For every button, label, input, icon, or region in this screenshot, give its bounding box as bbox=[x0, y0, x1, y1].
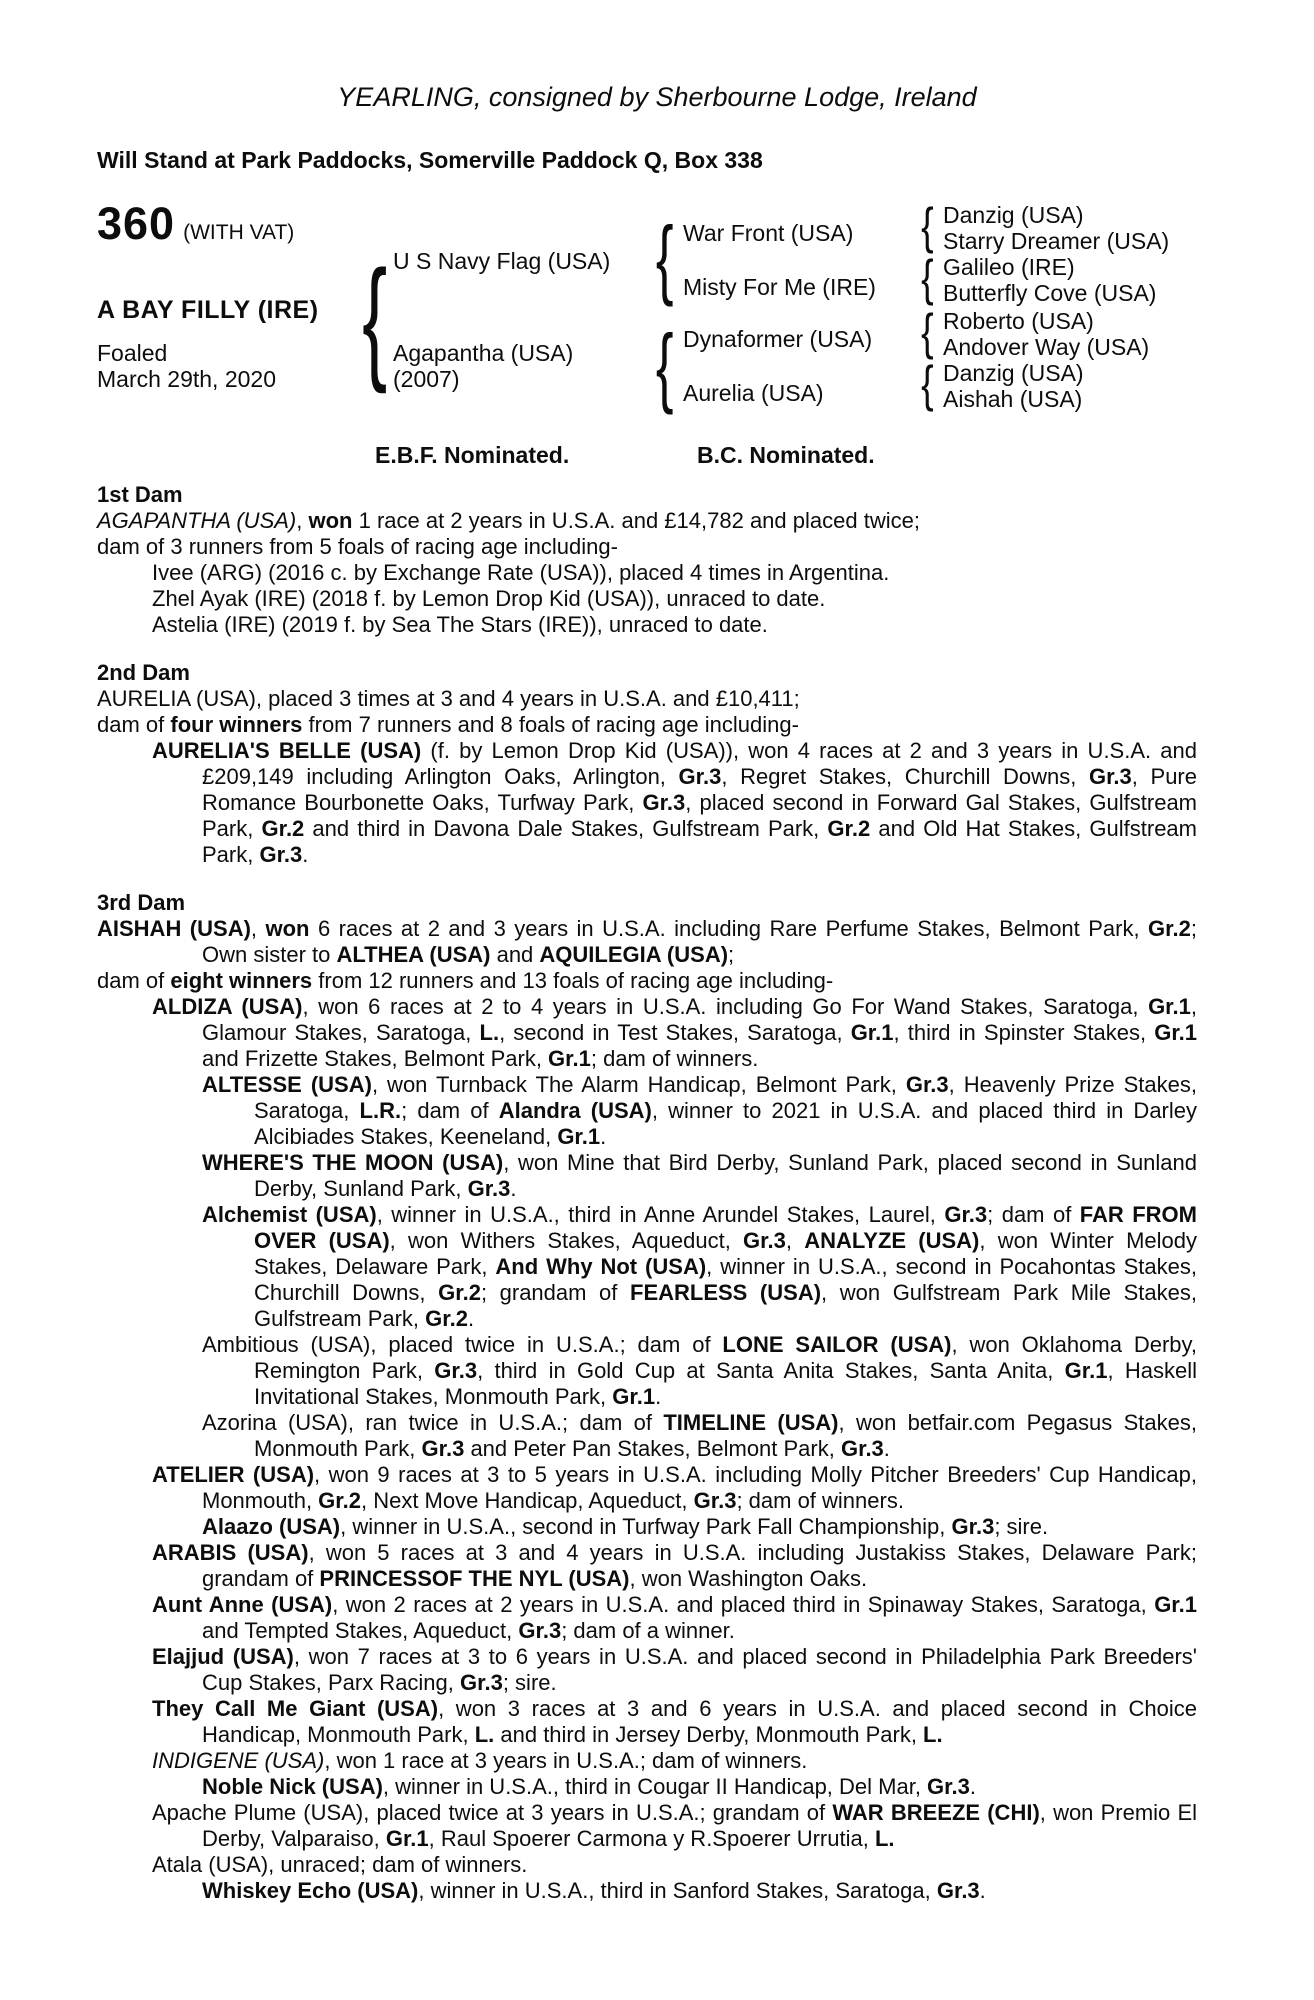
text-run: from 12 runners and 13 foals of racing age including- bbox=[312, 968, 834, 993]
text-run: , Pure Romance Bourbonette Oaks, Turfway Park, bbox=[202, 764, 1197, 815]
text-run: ; bbox=[728, 942, 735, 967]
text-run: Gr.3 bbox=[518, 1618, 562, 1643]
text-run: WHERE'S THE MOON (USA) bbox=[202, 1150, 504, 1175]
text-run: , third in Spinster Stakes, bbox=[893, 1020, 1155, 1045]
text-run: Gr.3 bbox=[421, 1436, 465, 1461]
granddam-name: Misty For Me (IRE) bbox=[683, 274, 876, 300]
pedigree-paragraph bbox=[97, 712, 1197, 738]
pedigree-brace-ggp bbox=[915, 356, 939, 412]
text-run: Elajjud (USA) bbox=[152, 1644, 294, 1669]
text-run: L. bbox=[474, 1722, 495, 1747]
text-run: . bbox=[600, 1124, 607, 1149]
text-run: , won 2 races at 2 years in U.S.A. and placed third in Spinaway Stakes, Saratoga, bbox=[332, 1592, 1155, 1617]
pedigree-paragraph bbox=[97, 1410, 1197, 1462]
text-run: ; Own sister to bbox=[202, 916, 1197, 967]
text-run: won bbox=[265, 916, 310, 941]
text-run: Atala (USA), unraced; dam of winners. bbox=[152, 1852, 528, 1877]
pedigree-paragraph bbox=[97, 1462, 1197, 1514]
text-run: And Why Not (USA) bbox=[495, 1254, 707, 1279]
pedigree-paragraph bbox=[97, 1540, 1197, 1592]
text-run: Aunt Anne (USA) bbox=[152, 1592, 333, 1617]
text-run: and Peter Pan Stakes, Belmont Park, bbox=[464, 1436, 841, 1461]
text-run: AURELIA'S BELLE (USA) bbox=[152, 738, 422, 763]
text-run: , won 9 races at 3 to 5 years in U.S.A. including Molly Pitcher Breeders' Cup Handicap, Monmouth, bbox=[202, 1462, 1197, 1513]
text-run: , winner in U.S.A., second in Pocahontas Stakes, Churchill Downs, bbox=[254, 1254, 1197, 1305]
text-run: Gr.3 bbox=[434, 1358, 478, 1383]
pedigree-paragraph bbox=[97, 1202, 1197, 1332]
text-run: They Call Me Giant (USA) bbox=[152, 1696, 439, 1721]
great-grandsire-name: Danzig (USA) bbox=[943, 202, 1084, 228]
pedigree-paragraph bbox=[97, 534, 1197, 560]
text-run: ; sire. bbox=[994, 1514, 1049, 1539]
pedigree-paragraph bbox=[97, 1150, 1197, 1202]
text-run: . bbox=[969, 1774, 976, 1799]
text-run: PRINCESSOF THE NYL (USA) bbox=[319, 1566, 630, 1591]
dam-year: (2007) bbox=[393, 366, 460, 392]
bc-nomination: B.C. Nominated. bbox=[697, 442, 875, 468]
text-run: Zhel Ayak (IRE) (2018 f. by Lemon Drop Kid (USA)), unraced to date. bbox=[152, 586, 826, 611]
lot-line bbox=[97, 198, 294, 250]
text-run: , Heavenly Prize Stakes, Saratoga, bbox=[254, 1072, 1197, 1123]
text-run: Azorina (USA), ran twice in U.S.A.; dam of bbox=[202, 1410, 664, 1435]
pedigree-paragraph bbox=[97, 560, 1197, 586]
text-run: Gr.3 bbox=[678, 764, 722, 789]
text-run: four winners bbox=[170, 712, 303, 737]
text-run: Gr.1 bbox=[385, 1826, 429, 1851]
text-run: ; dam of bbox=[987, 1202, 1080, 1227]
pedigree-paragraph bbox=[97, 968, 1197, 994]
text-run: Gr.3 bbox=[467, 1176, 511, 1201]
text-run: , won 5 races at 3 and 4 years in U.S.A. including Justakiss Stakes, Delaware Park; grandam of bbox=[202, 1540, 1197, 1591]
pedigree-paragraph bbox=[97, 1800, 1197, 1852]
text-run: L.R. bbox=[359, 1098, 402, 1123]
text-run: L. bbox=[874, 1826, 895, 1851]
text-run: ARABIS (USA) bbox=[152, 1540, 309, 1565]
text-run: Gr.2 bbox=[318, 1488, 361, 1513]
text-run: Gr.1 bbox=[1154, 1020, 1198, 1045]
pedigree-brace-dam bbox=[651, 318, 679, 414]
pedigree-paragraph bbox=[97, 738, 1197, 868]
text-run: . bbox=[302, 842, 309, 867]
granddam-name: Aurelia (USA) bbox=[683, 380, 824, 406]
text-run: 1 race at 2 years in U.S.A. and £14,782 and placed twice; bbox=[352, 508, 920, 533]
text-run: ANALYZE (USA) bbox=[804, 1228, 980, 1253]
text-run: won bbox=[308, 508, 353, 533]
dam-section bbox=[97, 660, 1197, 868]
text-run: , won Premio El Derby, Valparaiso, bbox=[202, 1800, 1198, 1851]
text-run: , winner in U.S.A., third in Sanford Stakes, Saratoga, bbox=[418, 1878, 937, 1903]
text-run: Gr.1 bbox=[1064, 1358, 1108, 1383]
pedigree-brace-ggp bbox=[915, 198, 939, 254]
text-run: . bbox=[979, 1878, 986, 1903]
text-run: , winner in U.S.A., third in Cougar II Handicap, Del Mar, bbox=[382, 1774, 928, 1799]
text-run: , Regret Stakes, Churchill Downs, bbox=[721, 764, 1089, 789]
text-run: ; dam of bbox=[401, 1098, 499, 1123]
text-run: L. bbox=[923, 1722, 943, 1747]
text-run: Alaazo (USA) bbox=[202, 1514, 341, 1539]
dam-section-heading: 3rd Dam bbox=[97, 890, 186, 915]
text-run: ALTESSE (USA) bbox=[202, 1072, 372, 1097]
text-run: LONE SAILOR (USA) bbox=[722, 1332, 952, 1357]
text-run: , winner to 2021 in U.S.A. and placed third in Darley Alcibiades Stakes, Keeneland, bbox=[254, 1098, 1198, 1149]
pedigree-paragraph bbox=[97, 1332, 1197, 1410]
pedigree-paragraph bbox=[97, 1878, 1197, 1904]
text-run: Whiskey Echo (USA) bbox=[202, 1878, 419, 1903]
foaled-date: March 29th, 2020 bbox=[97, 366, 277, 392]
pedigree-brace-main bbox=[357, 244, 393, 392]
text-run: Gr.3 bbox=[259, 842, 303, 867]
pedigree-paragraph bbox=[97, 1774, 1197, 1800]
pedigree-paragraph bbox=[97, 1696, 1197, 1748]
great-granddam-name: Butterfly Cove (USA) bbox=[943, 280, 1157, 306]
text-run: Gr.3 bbox=[1088, 764, 1132, 789]
ebf-nomination: E.B.F. Nominated. bbox=[375, 442, 570, 468]
text-run: Gr.3 bbox=[951, 1514, 995, 1539]
pedigree-paragraph bbox=[97, 1072, 1197, 1150]
text-run: , Next Move Handicap, Aqueduct, bbox=[360, 1488, 694, 1513]
pedigree-paragraph bbox=[97, 994, 1197, 1072]
text-run: eight winners bbox=[170, 968, 313, 993]
pedigree-paragraph bbox=[97, 586, 1197, 612]
dam-sections bbox=[97, 482, 1197, 1904]
text-run: AQUILEGIA (USA) bbox=[539, 942, 729, 967]
pedigree-paragraph bbox=[97, 508, 1197, 534]
text-run: Gr.1 bbox=[612, 1384, 656, 1409]
pedigree-table bbox=[97, 190, 1237, 482]
text-run: AISHAH (USA) bbox=[97, 916, 251, 941]
text-run: , second in Test Stakes, Saratoga, bbox=[499, 1020, 851, 1045]
text-run: Alandra (USA) bbox=[498, 1098, 652, 1123]
text-run: Ambitious (USA), placed twice in U.S.A.; dam of bbox=[202, 1332, 723, 1357]
pedigree-brace-sire bbox=[651, 210, 679, 306]
text-run: , won 3 races at 3 and 6 years in U.S.A. and placed second in Choice Handicap, Monmouth Park, bbox=[202, 1696, 1197, 1747]
text-run: ; dam of a winner. bbox=[561, 1618, 735, 1643]
text-run: Gr.1 bbox=[850, 1020, 894, 1045]
dam-name: Agapantha (USA) bbox=[393, 340, 574, 366]
dam-section-heading: 1st Dam bbox=[97, 482, 183, 507]
text-run: 6 races at 2 and 3 years in U.S.A. including Rare Perfume Stakes, Belmont Park, bbox=[309, 916, 1149, 941]
text-run: ALDIZA (USA) bbox=[152, 994, 303, 1019]
text-run: FEARLESS (USA) bbox=[630, 1280, 822, 1305]
text-run: FAR FROM OVER (USA) bbox=[254, 1202, 1197, 1253]
text-run: Gr.1 bbox=[557, 1124, 601, 1149]
text-run: ALTHEA (USA) bbox=[336, 942, 491, 967]
text-run: ; sire. bbox=[502, 1670, 557, 1695]
pedigree-paragraph bbox=[97, 686, 1197, 712]
pedigree-paragraph bbox=[97, 612, 1197, 638]
text-run: , bbox=[296, 508, 309, 533]
text-run: , won Washington Oaks. bbox=[629, 1566, 868, 1591]
text-run: and Frizette Stakes, Belmont Park, bbox=[202, 1046, 549, 1071]
text-run: , winner in U.S.A., third in Anne Arundel Stakes, Laurel, bbox=[376, 1202, 945, 1227]
text-run: from 7 runners and 8 foals of racing age including- bbox=[302, 712, 799, 737]
grandsire-name: War Front (USA) bbox=[683, 220, 854, 246]
text-run: Apache Plume (USA), placed twice at 3 years in U.S.A.; grandam of bbox=[152, 1800, 833, 1825]
text-run: Astelia (IRE) (2019 f. by Sea The Stars (IRE)), unraced to date. bbox=[152, 612, 768, 637]
text-run: , bbox=[785, 1228, 805, 1253]
text-run: , won Gulfstream Park Mile Stakes, Gulfstream Park, bbox=[254, 1280, 1197, 1331]
text-run: ; dam of winners. bbox=[736, 1488, 904, 1513]
text-run: and Old Hat Stakes, Gulfstream Park, bbox=[202, 816, 1197, 867]
text-run: TIMELINE (USA) bbox=[663, 1410, 839, 1435]
text-run: , Glamour Stakes, Saratoga, bbox=[202, 994, 1197, 1045]
text-run: , won Turnback The Alarm Handicap, Belmont Park, bbox=[371, 1072, 906, 1097]
text-run: WAR BREEZE (CHI) bbox=[832, 1800, 1040, 1825]
text-run: , won Withers Stakes, Aqueduct, bbox=[389, 1228, 744, 1253]
lot-number: 360 bbox=[97, 198, 176, 249]
text-run: , won 1 race at 3 years in U.S.A.; dam of winners. bbox=[324, 1748, 808, 1773]
dam-section bbox=[97, 890, 1197, 1904]
text-run: Gr.3 bbox=[642, 790, 686, 815]
text-run: Gr.3 bbox=[944, 1202, 988, 1227]
text-run: ; grandam of bbox=[480, 1280, 630, 1305]
dam-section bbox=[97, 482, 1197, 638]
text-run: . bbox=[883, 1436, 890, 1461]
text-run: AGAPANTHA (USA) bbox=[97, 508, 297, 533]
text-run: Gr.2 bbox=[425, 1306, 468, 1331]
text-run: Gr.1 bbox=[1148, 994, 1191, 1019]
text-run: and bbox=[490, 942, 540, 967]
text-run: , Haskell Invitational Stakes, Monmouth Park, bbox=[254, 1358, 1198, 1409]
text-run: . bbox=[655, 1384, 662, 1409]
text-run: (f. by Lemon Drop Kid (USA)), won 4 races at 2 and 3 years in U.S.A. and £209,149 including Arlington Oaks, Arlington, bbox=[202, 738, 1197, 789]
pedigree-paragraph bbox=[97, 916, 1197, 968]
text-run: , Raul Spoerer Carmona y R.Spoerer Urrutia, bbox=[428, 1826, 875, 1851]
text-run: Alchemist (USA) bbox=[202, 1202, 377, 1227]
text-run: , won 6 races at 2 to 4 years in U.S.A. including Go For Wand Stakes, Saratoga, bbox=[302, 994, 1149, 1019]
text-run: , third in Gold Cup at Santa Anita Stakes, Santa Anita, bbox=[477, 1358, 1065, 1383]
text-run: ; dam of winners. bbox=[590, 1046, 759, 1071]
dam-section-heading: 2nd Dam bbox=[97, 660, 190, 685]
text-run: Gr.2 bbox=[438, 1280, 481, 1305]
text-run: Gr.2 bbox=[261, 816, 305, 841]
text-run: , won Mine that Bird Derby, Sunland Park, placed second in Sunland Derby, Sunland Park, bbox=[254, 1150, 1198, 1201]
text-run: Gr.3 bbox=[693, 1488, 737, 1513]
text-run: . bbox=[467, 1306, 475, 1331]
text-run: Gr.1 bbox=[1154, 1592, 1197, 1617]
stand-location-line: Will Stand at Park Paddocks, Somerville Paddock Q, Box 338 bbox=[97, 147, 763, 173]
text-run: Gr.1 bbox=[548, 1046, 591, 1071]
text-run: L. bbox=[479, 1020, 500, 1045]
text-run: Gr.3 bbox=[905, 1072, 949, 1097]
great-grandsire-name: Roberto (USA) bbox=[943, 308, 1094, 334]
text-run: Gr.3 bbox=[460, 1670, 503, 1695]
sire-name: U S Navy Flag (USA) bbox=[393, 248, 611, 274]
pedigree-paragraph bbox=[97, 1748, 1197, 1774]
pedigree-paragraph bbox=[97, 1644, 1197, 1696]
text-run: , winner in U.S.A., second in Turfway Park Fall Championship, bbox=[340, 1514, 952, 1539]
text-run: and third in Davona Dale Stakes, Gulfstream Park, bbox=[304, 816, 828, 841]
text-run: dam of bbox=[97, 712, 171, 737]
text-run: , won Oklahoma Derby, Remington Park, bbox=[254, 1332, 1197, 1383]
great-granddam-name: Aishah (USA) bbox=[943, 386, 1083, 412]
pedigree-paragraph bbox=[97, 1592, 1197, 1644]
text-run: ATELIER (USA) bbox=[152, 1462, 315, 1487]
text-run: , bbox=[250, 916, 266, 941]
great-grandsire-name: Galileo (IRE) bbox=[943, 254, 1075, 280]
text-run: and Tempted Stakes, Aqueduct, bbox=[202, 1618, 519, 1643]
page-title: YEARLING, consigned by Sherbourne Lodge, Ireland bbox=[337, 82, 977, 112]
text-run: . bbox=[510, 1176, 517, 1201]
text-run: Gr.3 bbox=[840, 1436, 884, 1461]
pedigree-brace-ggp bbox=[915, 304, 939, 360]
vat-note: (WITH VAT) bbox=[183, 221, 295, 244]
text-run: AURELIA (USA), placed 3 times at 3 and 4 years in U.S.A. and £10,411; bbox=[97, 686, 800, 711]
pedigree-paragraph bbox=[97, 1852, 1197, 1878]
text-run: , won Winter Melody Stakes, Delaware Park, bbox=[254, 1228, 1197, 1279]
horse-name: A BAY FILLY (IRE) bbox=[97, 296, 319, 324]
text-run: dam of bbox=[97, 968, 171, 993]
text-run: , won betfair.com Pegasus Stakes, Monmouth Park, bbox=[254, 1410, 1197, 1461]
text-run: , placed second in Forward Gal Stakes, Gulfstream Park, bbox=[202, 790, 1197, 841]
text-run: Gr.3 bbox=[927, 1774, 970, 1799]
grandsire-name: Dynaformer (USA) bbox=[683, 326, 873, 352]
text-run: , won 7 races at 3 to 6 years in U.S.A. and placed second in Philadelphia Park Breeders' Cup Stakes, Parx Racing, bbox=[202, 1644, 1198, 1695]
text-run: dam of 3 runners from 5 foals of racing age including- bbox=[97, 534, 618, 559]
pedigree-brace-ggp bbox=[915, 250, 939, 306]
text-run: INDIGENE (USA) bbox=[152, 1748, 325, 1773]
great-granddam-name: Starry Dreamer (USA) bbox=[943, 228, 1170, 254]
foaled-label: Foaled bbox=[97, 340, 168, 366]
text-run: Gr.2 bbox=[1148, 916, 1191, 941]
pedigree-paragraph bbox=[97, 1514, 1197, 1540]
text-run: and third in Jersey Derby, Monmouth Park, bbox=[494, 1722, 924, 1747]
text-run: Gr.3 bbox=[936, 1878, 980, 1903]
text-run: Ivee (ARG) (2016 c. by Exchange Rate (USA)), placed 4 times in Argentina. bbox=[152, 560, 890, 585]
text-run: Gr.3 bbox=[743, 1228, 786, 1253]
great-grandsire-name: Danzig (USA) bbox=[943, 360, 1084, 386]
great-granddam-name: Andover Way (USA) bbox=[943, 334, 1150, 360]
text-run: Noble Nick (USA) bbox=[202, 1774, 383, 1799]
text-run: Gr.2 bbox=[827, 816, 871, 841]
